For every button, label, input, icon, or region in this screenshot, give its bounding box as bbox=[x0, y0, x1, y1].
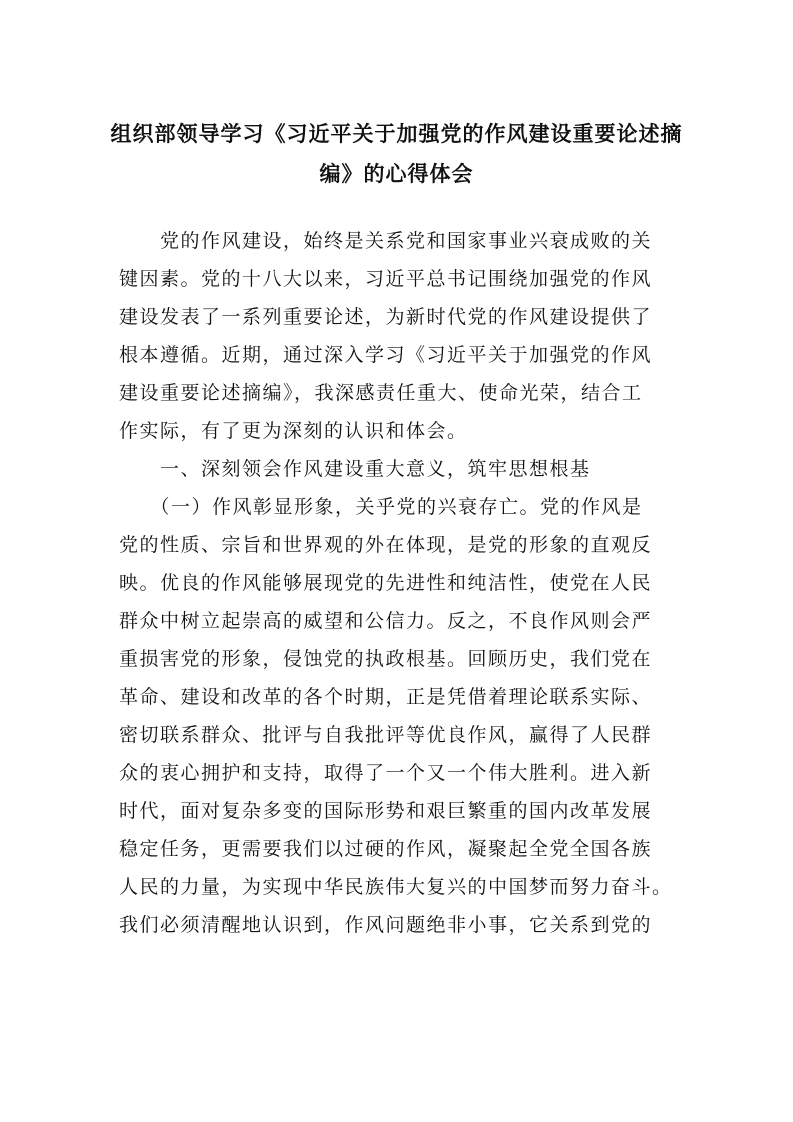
document-title-line-2: 编》的心得体会 bbox=[319, 161, 474, 186]
body-line: 人民的力量，为实现中华民族伟大复兴的中国梦而努力奋斗。 bbox=[119, 876, 673, 898]
body-line: 党的作风建设，始终是关系党和国家事业兴衰成败的关 bbox=[119, 230, 653, 252]
document-body bbox=[119, 222, 679, 944]
body-line: 革命、建设和改革的各个时期，正是凭借着理论联系实际、 bbox=[119, 686, 653, 708]
body-line: 键因素。党的十八大以来，习近平总书记围绕加强党的作风 bbox=[119, 268, 653, 290]
body-line: 建设重要论述摘编》，我深感责任重大、使命光荣，结合工 bbox=[119, 382, 643, 404]
body-line: 我们必须清醒地认识到，作风问题绝非小事，它关系到党的 bbox=[119, 914, 653, 936]
body-line: 众的衷心拥护和支持，取得了一个又一个伟大胜利。进入新 bbox=[119, 762, 653, 784]
body-line: 作实际，有了更为深刻的认识和体会。 bbox=[119, 420, 468, 442]
section-heading-line: 一、深刻领会作风建设重大意义，筑牢思想根基 bbox=[119, 458, 591, 480]
body-line: 党的性质、宗旨和世界观的外在体现，是党的形象的直观反 bbox=[119, 534, 653, 556]
body-line: 时代，面对复杂多变的国际形势和艰巨繁重的国内改革发展 bbox=[119, 800, 653, 822]
body-line: 建设发表了一系列重要论述，为新时代党的作风建设提供了 bbox=[119, 306, 653, 328]
body-line: 重损害党的形象，侵蚀党的执政根基。回顾历史，我们党在 bbox=[119, 648, 653, 670]
document-title-line-1: 组织部领导学习《习近平关于加强党的作风建设重要论述摘 bbox=[110, 121, 683, 146]
body-line: 根本遵循。近期，通过深入学习《习近平关于加强党的作风 bbox=[119, 344, 653, 366]
body-line: 群众中树立起崇高的威望和公信力。反之，不良作风则会严 bbox=[119, 610, 653, 632]
body-line: （一）作风彰显形象，关乎党的兴衰存亡。党的作风是 bbox=[119, 496, 643, 518]
body-line: 映。优良的作风能够展现党的先进性和纯洁性，使党在人民 bbox=[119, 572, 653, 594]
body-line: 稳定任务，更需要我们以过硬的作风，凝聚起全党全国各族 bbox=[119, 838, 653, 860]
body-line: 密切联系群众、批评与自我批评等优良作风，赢得了人民群 bbox=[119, 724, 653, 746]
